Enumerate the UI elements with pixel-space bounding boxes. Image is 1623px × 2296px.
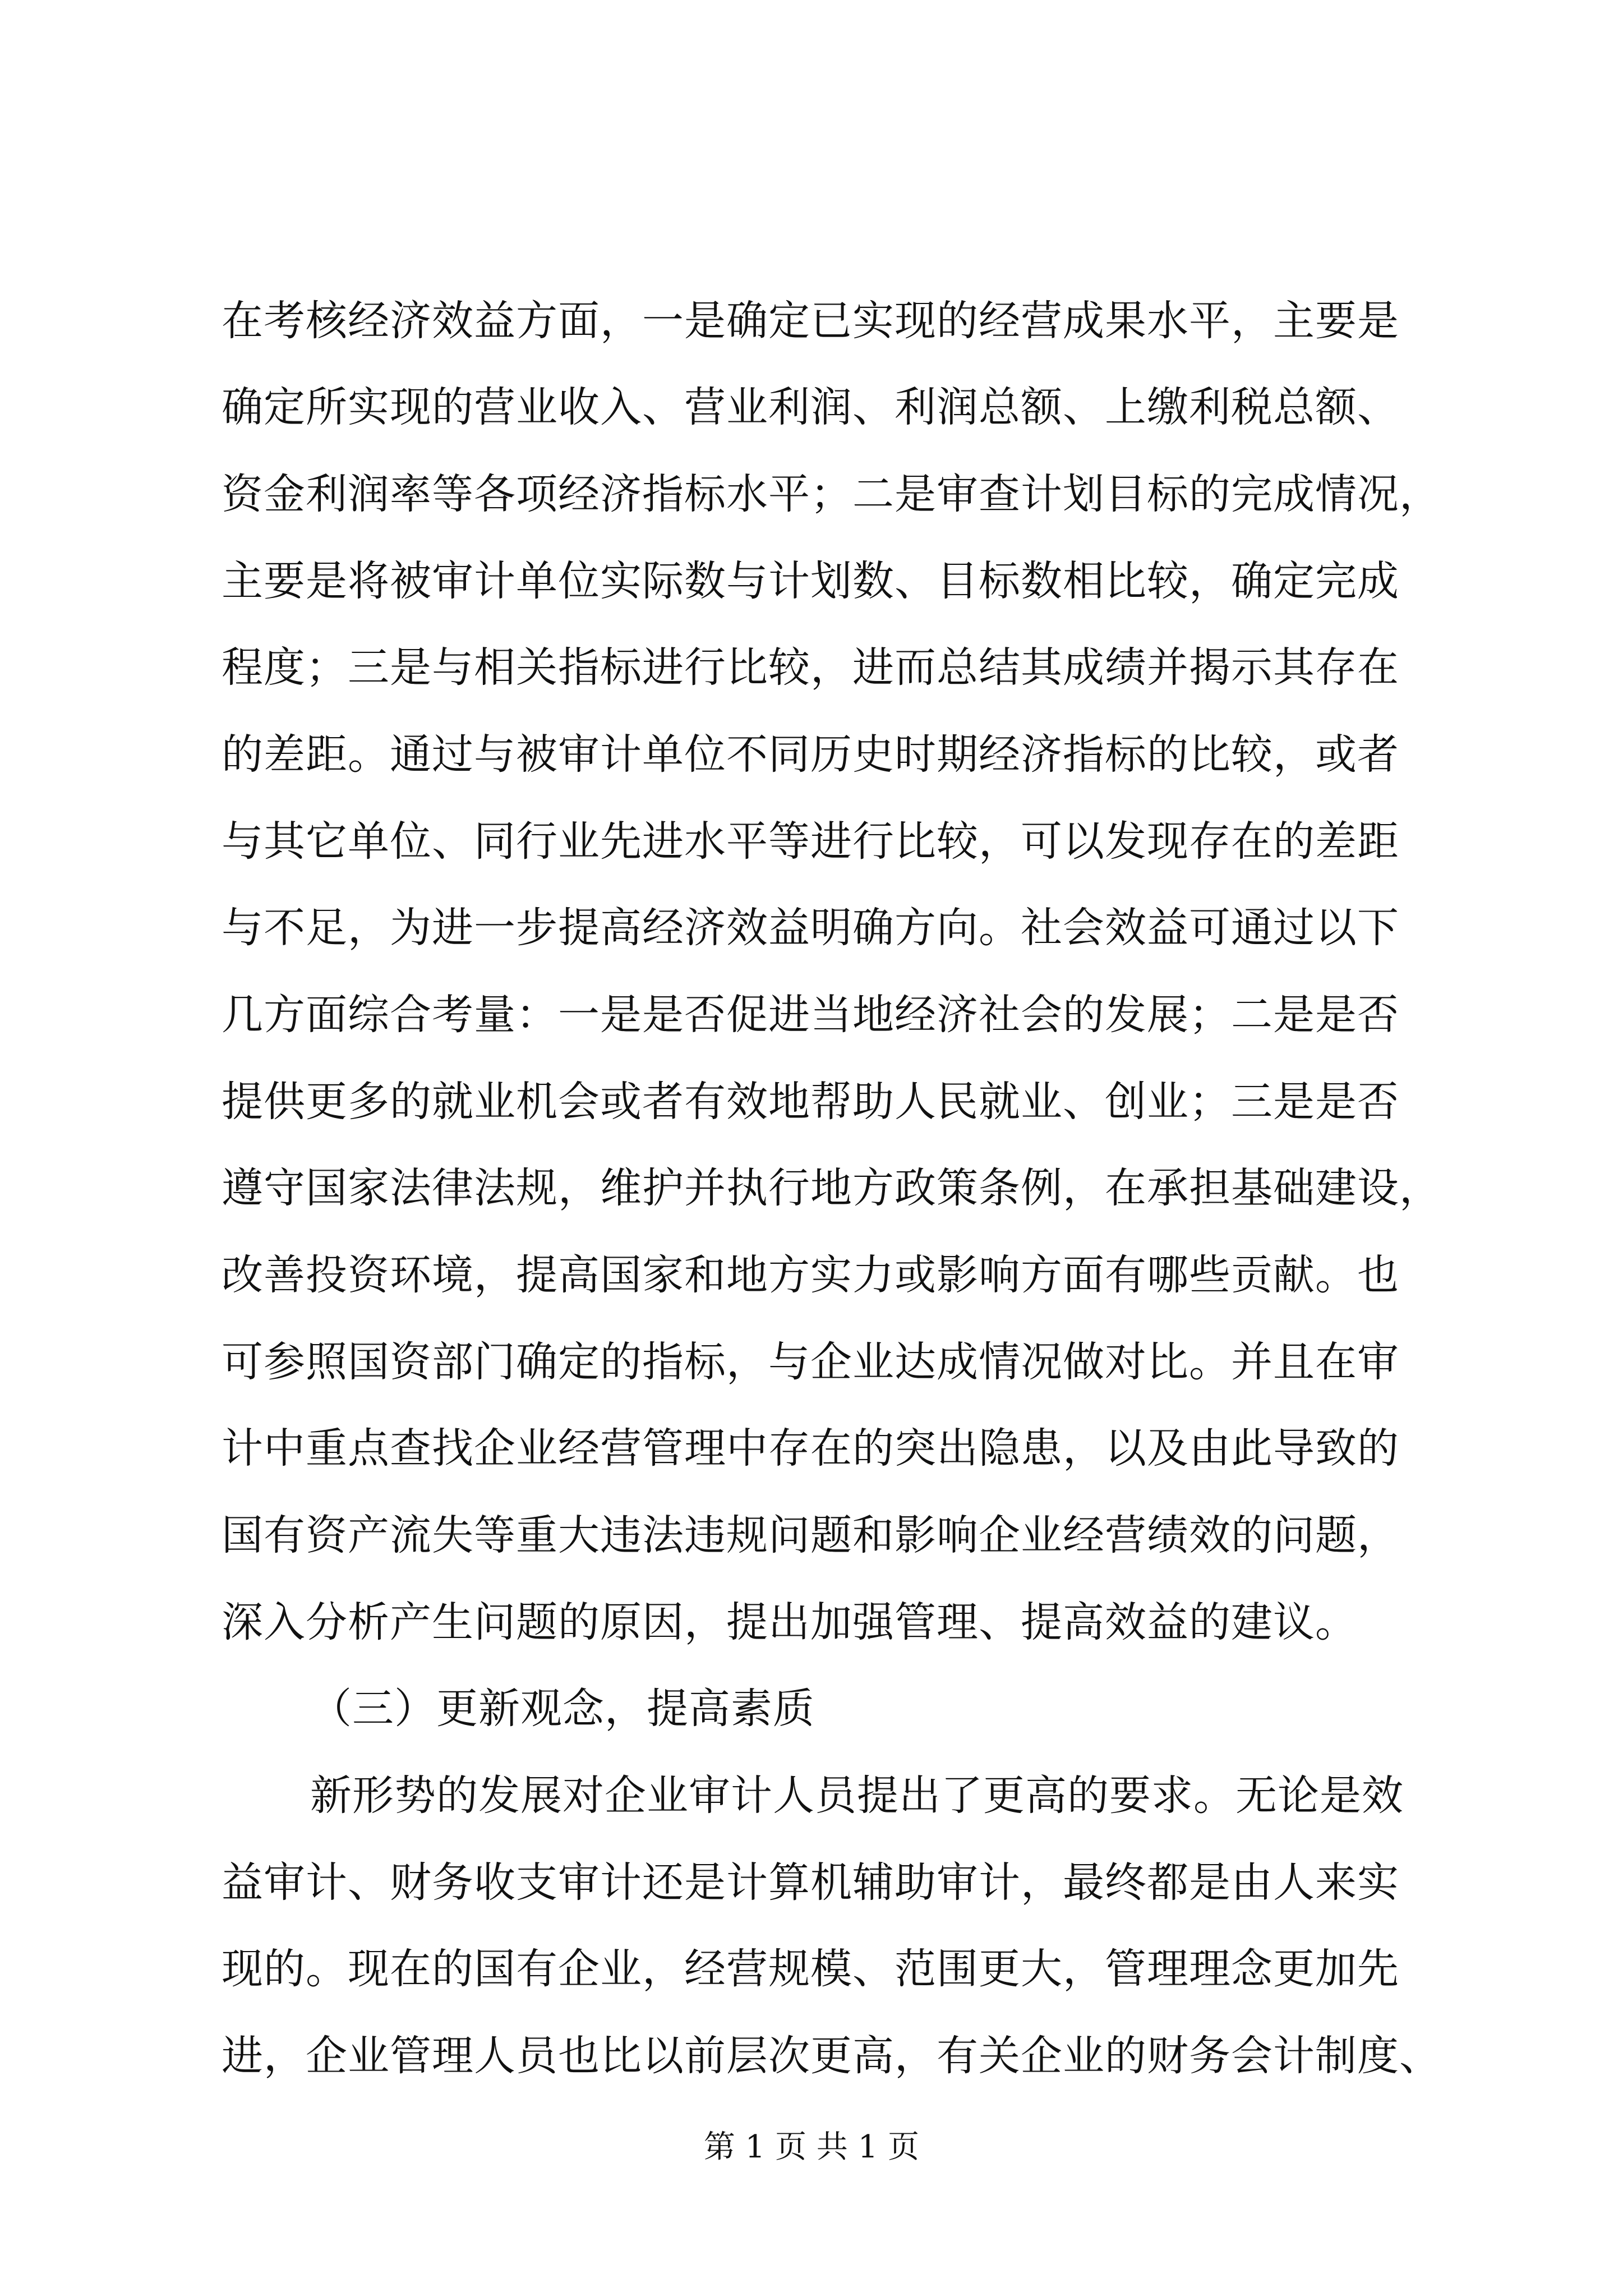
body-line: 资金利润率等各项经济指标水平；二是审查计划目标的完成情况， [222,470,1441,518]
body-line: 益审计、财务收支审计还是计算机辅助审计，最终都是由人来实 [222,1858,1399,1907]
body-line: 计中重点查找企业经营管理中存在的突出隐患，以及由此导致的 [222,1424,1399,1473]
body-line: 主要是将被审计单位实际数与计划数、目标数相比较，确定完成 [222,557,1399,605]
page-footer: 第 1 页 共 1 页 [703,2129,920,2165]
body-line: 遵守国家法律法规，维护并执行地方政策条例，在承担基础建设， [222,1164,1441,1212]
body-line: 现的。现在的国有企业，经营规模、范围更大，管理理念更加先 [222,1945,1399,1993]
body-line: 国有资产流失等重大违法违规问题和影响企业经营绩效的问题， [222,1511,1399,1559]
body-line: 的差距。通过与被审计单位不同历史时期经济指标的比较，或者 [222,730,1399,779]
body-line: 程度；三是与相关指标进行比较，进而总结其成绩并揭示其存在 [222,643,1399,692]
body-line: 几方面综合考量：一是是否促进当地经济社会的发展；二是是否 [222,991,1399,1039]
section-heading: （三）更新观念，提高素质 [310,1685,815,1733]
body-line: 确定所实现的营业收入、营业利润、利润总额、上缴利税总额、 [222,383,1399,431]
body-line: 可参照国资部门确定的指标，与企业达成情况做对比。并且在审 [222,1338,1399,1386]
body-line: 与其它单位、同行业先进水平等进行比较，可以发现存在的差距 [222,817,1399,866]
body-line: 在考核经济效益方面，一是确定已实现的经营成果水平，主要是 [222,297,1399,345]
body-line: 改善投资环境，提高国家和地方实力或影响方面有哪些贡献。也 [222,1251,1399,1299]
body-line: 新形势的发展对企业审计人员提出了更高的要求。无论是效 [310,1772,1404,1820]
body-line: 与不足，为进一步提高经济效益明确方向。社会效益可通过以下 [222,904,1399,952]
body-line: 提供更多的就业机会或者有效地帮助人民就业、创业；三是是否 [222,1078,1399,1126]
body-line: 深入分析产生问题的原因，提出加强管理、提高效益的建议。 [222,1598,1357,1646]
body-line: 进，企业管理人员也比以前层次更高，有关企业的财务会计制度、 [222,2032,1441,2080]
